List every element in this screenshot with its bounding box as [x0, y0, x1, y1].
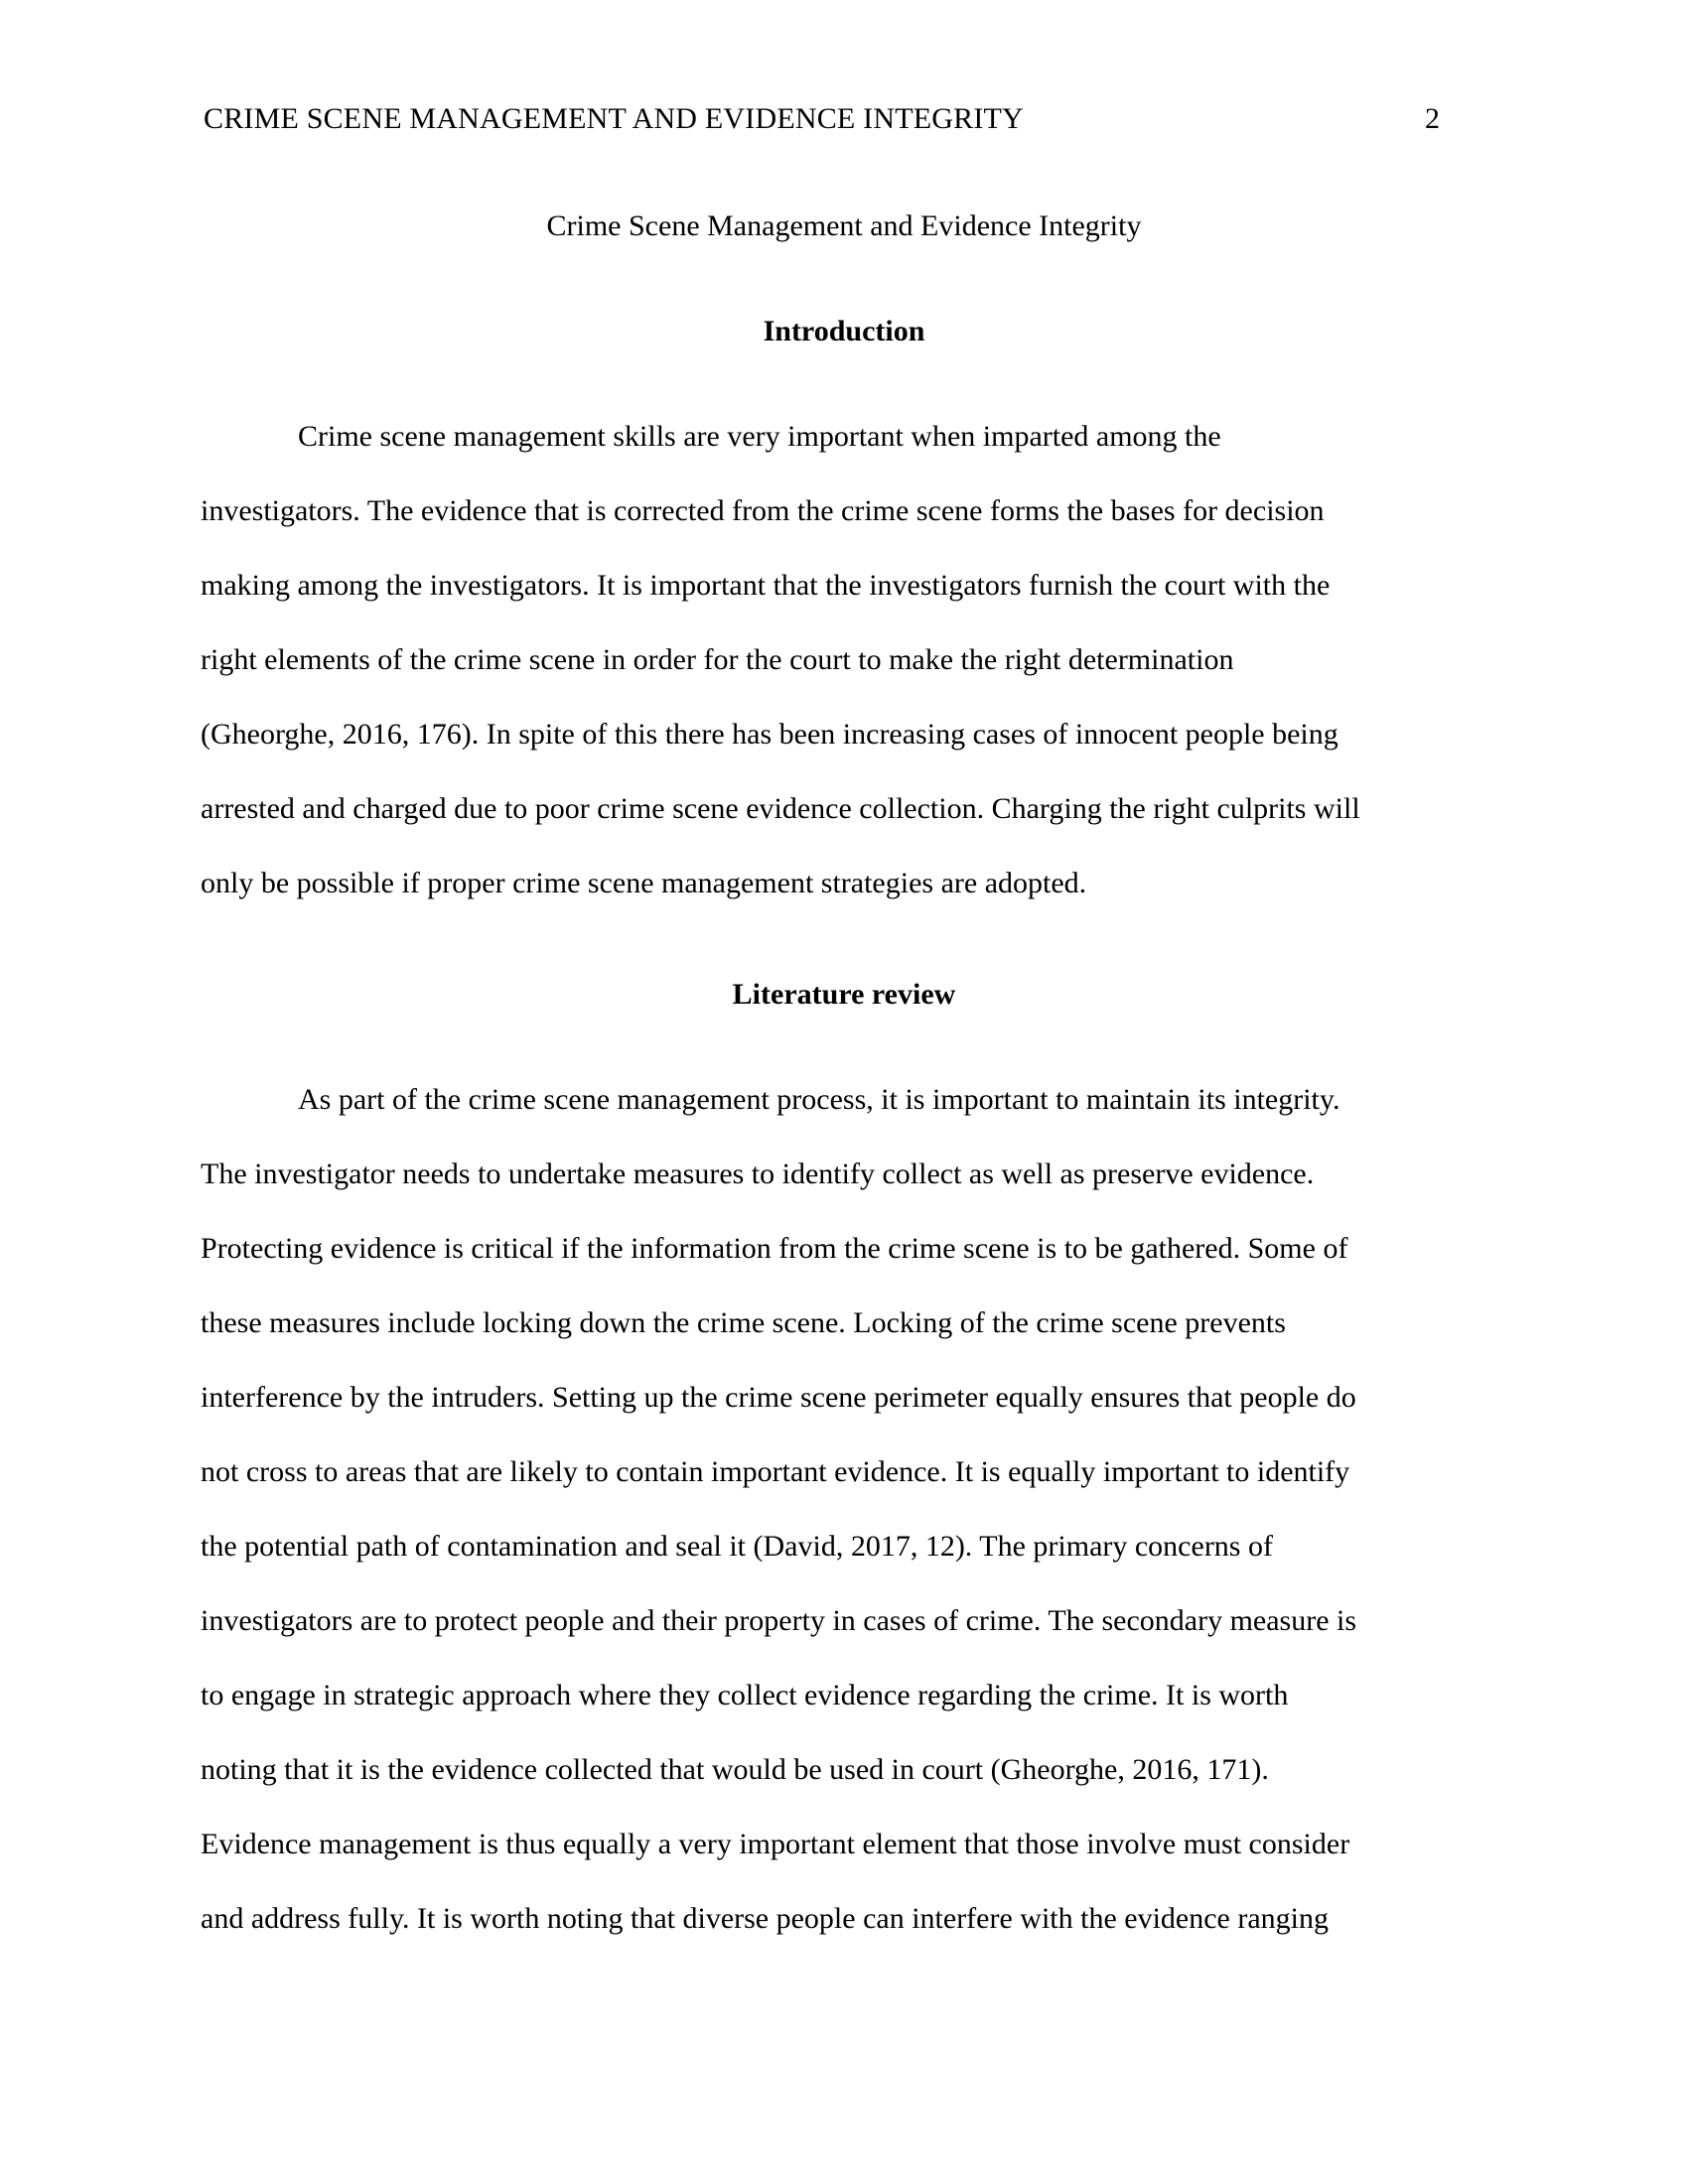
paragraph-line: Evidence management is thus equally a very important element that those involve must consider	[201, 1828, 1350, 1860]
paragraph-line: right elements of the crime scene in order for the court to make the right determination	[201, 643, 1234, 676]
paragraph-line: the potential path of contamination and seal it (David, 2017, 12). The primary concerns of	[201, 1530, 1273, 1563]
running-head: CRIME SCENE MANAGEMENT AND EVIDENCE INTEGRITY	[204, 102, 1024, 135]
paragraph-line: investigators are to protect people and their property in cases of crime. The secondary measure is	[201, 1604, 1357, 1637]
paragraph-line: investigators. The evidence that is corrected from the crime scene forms the bases for decision	[201, 494, 1325, 527]
paragraph-line: interference by the intruders. Setting up the crime scene perimeter equally ensures that people do	[201, 1381, 1356, 1414]
paragraph-line: As part of the crime scene management process, it is important to maintain its integrity.	[298, 1083, 1340, 1116]
paragraph-line: noting that it is the evidence collected that would be used in court (Gheorghe, 2016, 171).	[201, 1753, 1269, 1786]
paragraph-line: arrested and charged due to poor crime scene evidence collection. Charging the right culprits will	[201, 792, 1360, 825]
paragraph-line: The investigator needs to undertake measures to identify collect as well as preserve evidence.	[201, 1158, 1315, 1190]
page-number: 2	[1425, 102, 1440, 135]
paragraph-line: and address fully. It is worth noting that diverse people can interfere with the evidence ranging	[201, 1902, 1330, 1935]
section-heading-introduction: Introduction	[763, 315, 925, 347]
paragraph-line: not cross to areas that are likely to contain important evidence. It is equally important to identify	[201, 1455, 1350, 1488]
paragraph-line: making among the investigators. It is important that the investigators furnish the court with the	[201, 569, 1331, 602]
paper-title: Crime Scene Management and Evidence Integrity	[546, 209, 1142, 242]
paragraph-line: Protecting evidence is critical if the information from the crime scene is to be gathered. Some of	[201, 1232, 1348, 1265]
paragraph-line: (Gheorghe, 2016, 176). In spite of this there has been increasing cases of innocent people being	[201, 718, 1338, 751]
paragraph-line: only be possible if proper crime scene management strategies are adopted.	[201, 867, 1087, 899]
section-heading-literature-review: Literature review	[732, 978, 956, 1011]
paragraph-line: to engage in strategic approach where they collect evidence regarding the crime. It is worth	[201, 1679, 1289, 1711]
paragraph-line: Crime scene management skills are very important when imparted among the	[298, 420, 1221, 453]
paragraph-line: these measures include locking down the crime scene. Locking of the crime scene prevents	[201, 1306, 1286, 1339]
